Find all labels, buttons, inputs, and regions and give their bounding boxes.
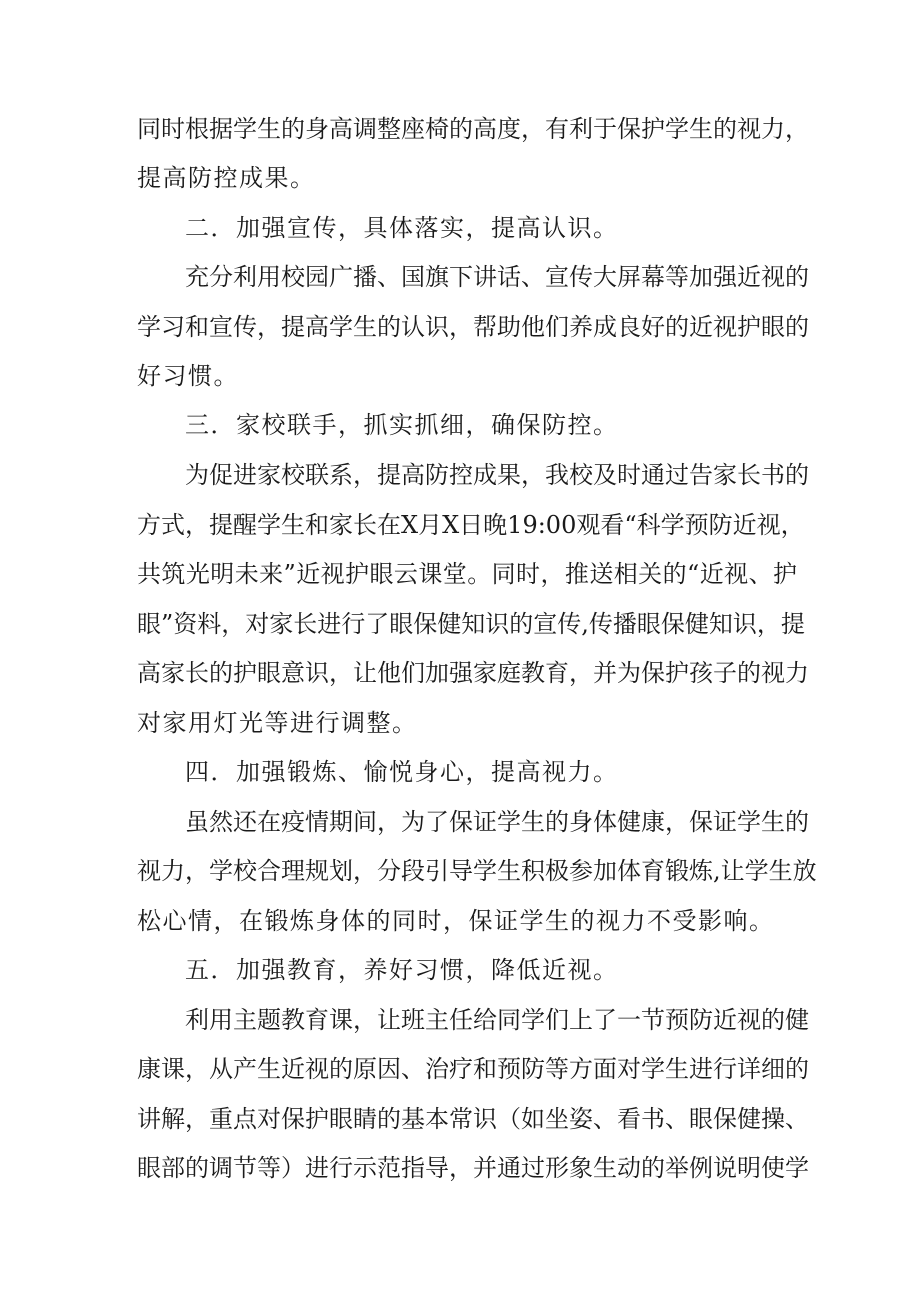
section-heading: 二．加强宣传，具体落实，提高认识。 <box>185 214 619 242</box>
text-line: 松心情，在锻炼身体的同时，保证学生的视力不受影响。 <box>137 907 775 935</box>
text-line: 共筑光明未来”近视护眼云课堂。同时，推送相关的“近视、护 <box>137 560 797 588</box>
section-heading: 五．加强教育，养好习惯，降低近视。 <box>185 956 619 984</box>
text-line: 高家长的护眼意识，让他们加强家庭教育，并为保护孩子的视力 <box>137 659 809 687</box>
text-line: 利用主题教育课，让班主任给同学们上了一节预防近视的健 <box>185 1006 809 1034</box>
text-line: 康课，从产生近视的原因、治疗和预防等方面对学生进行详细的 <box>137 1055 809 1083</box>
text-line: 好习惯。 <box>137 362 239 390</box>
text-line: 学习和宣传，提高学生的认识，帮助他们养成良好的近视护眼的 <box>137 313 809 341</box>
text-line: 眼部的调节等）进行示范指导，并通过形象生动的举例说明使学 <box>137 1154 809 1182</box>
text-line: 同时根据学生的身高调整座椅的高度，有利于保护学生的视力， <box>137 115 809 143</box>
text-line: 对家用灯光等进行调整。 <box>137 709 418 737</box>
text-line: 提高防控成果。 <box>137 164 316 192</box>
text-line: 充分利用校园广播、国旗下讲话、宣传大屏幕等加强近视的 <box>185 263 809 291</box>
text-line: 眼”资料，对家长进行了眼保健知识的宣传,传播眼保健知识，提 <box>137 610 805 638</box>
section-heading: 三．家校联手，抓实抓细，确保防控。 <box>185 411 619 439</box>
text-line: 为促进家校联系，提高防控成果，我校及时通过告家长书的 <box>185 461 809 489</box>
text-line: 视力，学校合理规划，分段引导学生积极参加体育锻炼,让学生放 <box>137 857 817 885</box>
text-line: 虽然还在疫情期间，为了保证学生的身体健康，保证学生的 <box>185 808 809 836</box>
text-line: 方式，提醒学生和家长在X月X日晚19:00观看“科学预防近视， <box>137 511 805 539</box>
text-line: 讲解，重点对保护眼睛的基本常识（如坐姿、看书、眼保健操、 <box>137 1105 809 1133</box>
section-heading: 四．加强锻炼、愉悦身心，提高视力。 <box>185 758 619 786</box>
